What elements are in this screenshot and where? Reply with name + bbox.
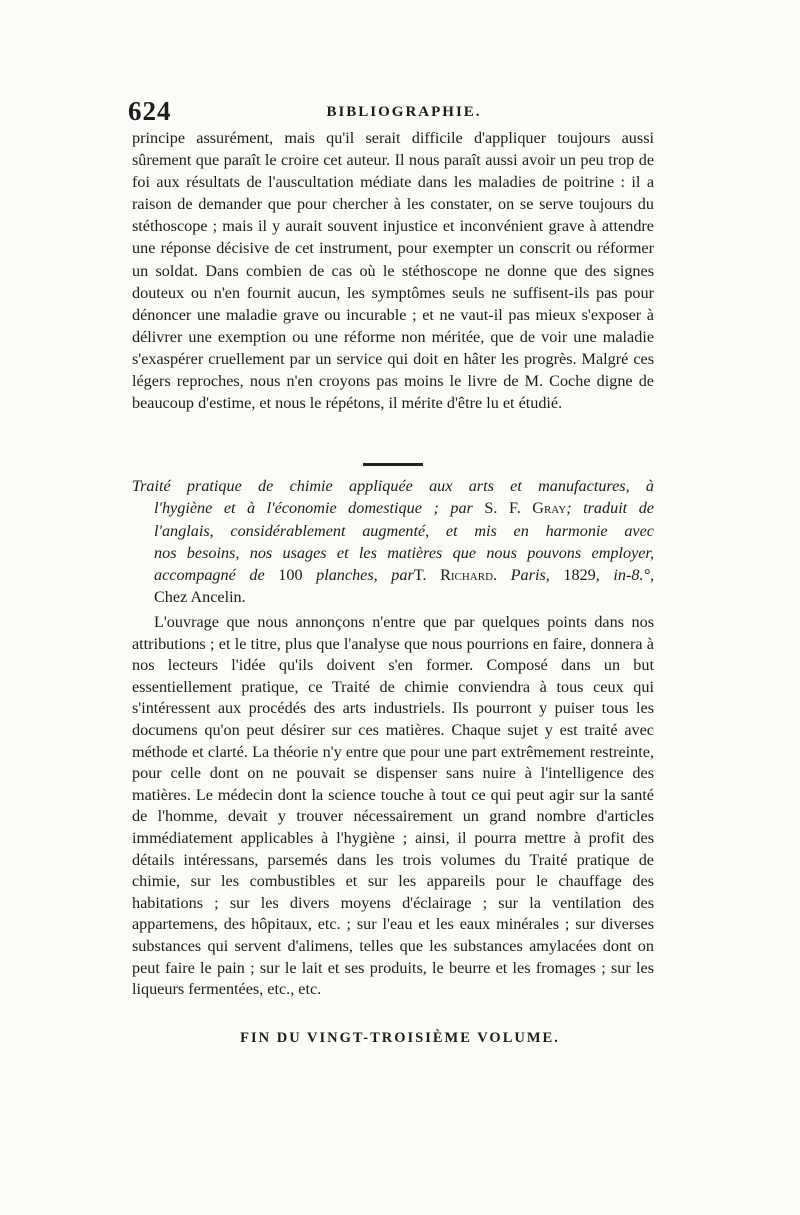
reference-line-1: Traité pratique de chimie appliquée aux arts et manufactures, à <box>132 477 654 495</box>
reference-line-2-tail: ; traduit de <box>566 499 654 518</box>
reference-year: 1829, <box>563 566 600 585</box>
announcement-paragraph-text: L'ouvrage que nous annonçons n'entre que par quelques points dans nos attributions ; et le titre, plus que l'analyse que nous pourrions en faire, donnera à nos lecteurs l'idée qu'ils doivent s'en former. Composé dans un but essentiellement pratique, ce Traité de chimie conviendra à tous ceux qui s'intéressent aux procédés des arts industriels. Ils pourront y puiser tous les documens qu'on peut désirer sur ces matières. Chaque sujet y est traité avec méthode et clarté. La théorie n'y entre que pour une part extrêmement restreinte, pour celle dont on ne pouvait se dispenser sans nuire à l'intelligence des matières. Le médecin dont la science touche à tout ce qui peut agir sur la santé de l'homme, devait y trouver nécessairement un grand nombre d'articles immédiatement applicables à l'hygiène ; ainsi, il pourra mettre à profit des détails intéressans, parsemés dans les trois volumes du Traité pratique de chimie, sur les combustibles et sur les appareils pour le chauffage des habitations ; sur les divers moyens d'éclairage ; sur la ventilation des appartemens, des hôpitaux, etc. ; sur l'eau et les eaux minérales ; sur diverses substances qui servent d'alimens, telles que les substances amylacées dont on peut faire le pain ; sur le lait et ses produits, le beurre et les fromages ; sur les liqueurs fermentées, etc., etc. <box>132 613 654 999</box>
reference-line-5-text: accompagné de <box>154 566 265 585</box>
volume-closing-line: FIN DU VINGT-TROISIÈME VOLUME. <box>240 1030 560 1046</box>
page-number: 624 <box>128 96 172 126</box>
review-paragraph <box>132 127 654 414</box>
reference-line-4: nos besoins, nos usages et les matières que nous pouvons employer, <box>154 543 654 562</box>
reference-translator: T. Richard. <box>413 566 498 585</box>
announcement-paragraph <box>132 612 654 1001</box>
reference-publisher: Chez Ancelin. <box>154 588 246 607</box>
reference-line-3: l'anglais, considérablement augmenté, et mis en harmonie avec <box>154 521 654 540</box>
reference-format: in-8.°, <box>613 566 655 585</box>
reference-place: Paris, <box>510 566 550 585</box>
book-reference <box>132 475 654 609</box>
running-title: BIBLIOGRAPHIE. <box>326 104 482 120</box>
reference-line-2 <box>132 497 654 519</box>
reference-plates-count: 100 <box>278 566 303 585</box>
reference-line-5 <box>132 564 654 586</box>
reference-line-5-mid: planches, par <box>316 566 414 585</box>
review-paragraph-text: principe assurément, mais qu'il serait difficile d'appliquer toujours aussi sûrement que paraît le croire cet auteur. Il nous paraît aussi avoir un peu trop de foi aux résultats de l'auscultation médiate dans les maladies de poitrine : il a raison de demander que pour chercher à les constater, on se serve toujours du stéthoscope ; mais il y aurait souvent injustice et inconvénient grave à attendre une réponse décisive de cet instrument, pour exempter un conscrit ou réformer un soldat. Dans combien de cas où le stéthoscope ne donne que des signes douteux ou n'en fournit aucun, les symptômes seuls ne suffisent-ils pas pour dénoncer une maladie grave ou incurable ; et ne vaut-il pas mieux s'exposer à délivrer une exemption ou une réforme non méritée, que de voir une maladie s'exaspérer cruellement par un service qui doit en hâter les progrès. Malgré ces légers reproches, nous n'en croyons pas moins le livre de M. Coche digne de beaucoup d'estime, et nous le répétons, il mérite d'être lu et étudié. <box>132 129 654 413</box>
reference-line-2-text: l'hygiène et à l'économie domestique ; par <box>154 499 473 518</box>
reference-author: S. F. Gray <box>484 499 567 518</box>
page-header <box>128 96 680 126</box>
section-divider <box>363 463 423 466</box>
